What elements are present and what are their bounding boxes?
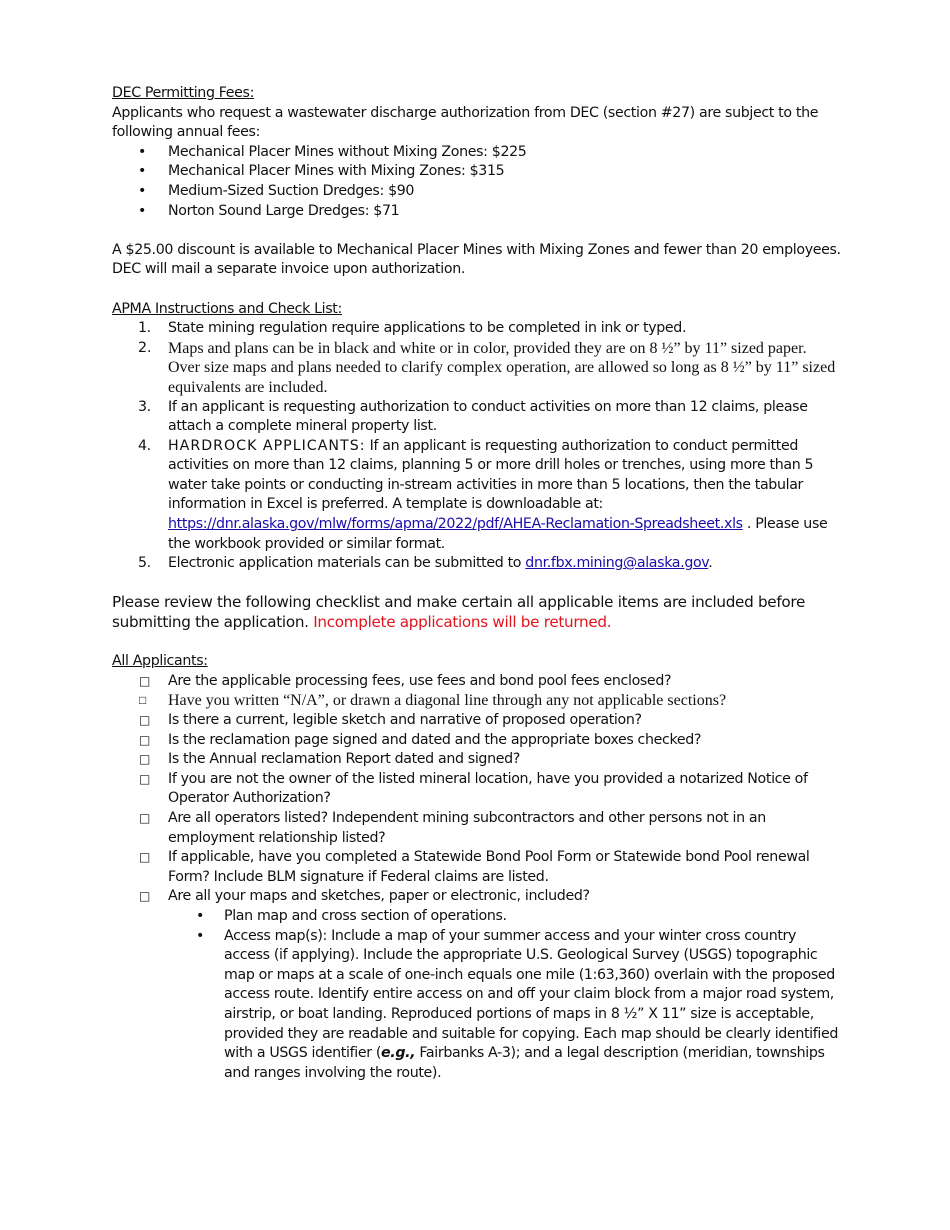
fee-item: • Norton Sound Large Dredges: $71 bbox=[112, 202, 842, 222]
fee-item: • Mechanical Placer Mines with Mixing Zones: $315 bbox=[112, 162, 842, 182]
fee-item: • Medium-Sized Suction Dredges: $90 bbox=[112, 182, 842, 202]
checklist-item: □ Have you written “N/A”, or drawn a diagonal line through any not applicable sections? bbox=[139, 692, 727, 710]
bullet-icon: • bbox=[196, 927, 205, 944]
checklist-item: □ Is there a current, legible sketch and narrative of proposed operation? bbox=[112, 711, 842, 731]
dec-fees-heading: DEC Permitting Fees: bbox=[112, 85, 255, 101]
bullet-icon: • bbox=[196, 907, 205, 924]
checklist-item: □ Are all your maps and sketches, paper or electronic, included? bbox=[112, 887, 842, 907]
checkbox-icon: □ bbox=[139, 673, 150, 688]
checklist-item: □ Is the Annual reclamation Report dated and signed? bbox=[112, 750, 842, 770]
checklist-item: □ Is the reclamation page signed and dated and the appropriate boxes checked? bbox=[112, 731, 842, 751]
spreadsheet-template-link[interactable]: https://dnr.alaska.gov/mlw/forms/apma/2022/pdf/AHEA-Reclamation-Spreadsheet.xls bbox=[168, 516, 743, 533]
checklist bbox=[112, 672, 842, 907]
bullet-icon: • bbox=[138, 202, 147, 219]
checkbox-icon: □ bbox=[139, 850, 150, 865]
apma-item-2: 2. Maps and plans can be in black and white or in color, provided they are on 8 ½” by 11” sized paper. Over size maps and plans needed to clarify complex operation, are allowed so long as 8 ½” by 11” sized equivalents are included. bbox=[138, 339, 836, 396]
maps-item-plan: • Plan map and cross section of operations. bbox=[112, 907, 842, 927]
dec-fee-list bbox=[112, 143, 842, 221]
dec-intro: Applicants who request a wastewater discharge authorization from DEC (section #27) are subject to the following annual fees: bbox=[112, 104, 819, 141]
dec-discount: A $25.00 discount is available to Mechanical Placer Mines with Mixing Zones and fewer than 20 employees. DEC will mail a separate invoice upon authorization. bbox=[112, 241, 841, 278]
all-applicants-heading: All Applicants: bbox=[112, 653, 208, 670]
checkbox-icon: □ bbox=[139, 889, 150, 904]
checklist-item: □ If you are not the owner of the listed mineral location, have you provided a notarized Notice of Operator Authorization? bbox=[139, 770, 808, 807]
checkbox-icon: □ bbox=[139, 732, 150, 747]
checklist-item: □ Are the applicable processing fees, use fees and bond pool fees enclosed? bbox=[112, 672, 842, 692]
incomplete-warning: Incomplete applications will be returned. bbox=[313, 613, 612, 632]
document-page bbox=[112, 84, 842, 1083]
bullet-icon: • bbox=[138, 182, 147, 199]
checkbox-icon: □ bbox=[139, 771, 150, 786]
apma-item-4: 4. HARDROCK APPLICANTS: If an applicant is requesting authorization to conduct permitted activities on more than 12 claims, planning 5 or more drill holes or trenches, using more than 5 water take points or conducting in-stream activities in more than 5 locations, then the tabular information in Excel is preferred. A template is downloadable at: https://dnr.alaska.gov/mlw/forms/apma/2022/pdf/AHEA-Reclamation-Spreadsheet.xls . Please use the workbook provided or similar format. bbox=[138, 437, 828, 552]
bullet-icon: • bbox=[138, 163, 147, 180]
maps-sublist bbox=[112, 907, 842, 1083]
email-link[interactable]: dnr.fbx.mining@alaska.gov bbox=[525, 555, 709, 572]
apma-item-3: 3. If an applicant is requesting authorization to conduct activities on more than 12 claims, please attach a complete mineral property list. bbox=[138, 398, 808, 435]
maps-item-access: • Access map(s): Include a map of your summer access and your winter cross country access (if applying). Include the appropriate U.S. Geological Survey (USGS) topographic map or maps at a scale of one-inch equals one mile (1:63,360) overlain with the proposed access route. Identify entire access on and off your claim block from a major road system, airstrip, or boat landing. Reproduced portions of maps in 8 ½” X 11” size is acceptable, provided they are readable and suitable for copying. Each map should be clearly identified with a USGS identifier (e.g., Fairbanks A-3); and a legal description (meridian, townships and ranges involving the route). bbox=[196, 927, 839, 1081]
checkbox-icon: □ bbox=[139, 713, 150, 727]
apma-heading: APMA Instructions and Check List: bbox=[112, 300, 342, 317]
checkbox-icon: □ bbox=[139, 752, 150, 767]
review-paragraph: Please review the following checklist and make certain all applicable items are included before submitting the application. Incomplete applications will be returned. bbox=[112, 593, 806, 632]
checklist-item: □ Are all operators listed? Independent mining subcontractors and other persons not in an employment relationship listed? bbox=[139, 809, 766, 846]
apma-list bbox=[112, 319, 842, 574]
checkbox-icon: □ bbox=[139, 810, 150, 825]
bullet-icon: • bbox=[138, 143, 147, 160]
checkbox-icon: □ bbox=[139, 693, 147, 708]
apma-item-5: 5. Electronic application materials can be submitted to dnr.fbx.mining@alaska.gov. bbox=[138, 555, 713, 572]
checklist-item: □ If applicable, have you completed a Statewide Bond Pool Form or Statewide bond Pool renewal Form? Include BLM signature if Federal claims are listed. bbox=[139, 849, 810, 885]
apma-item-1: 1. State mining regulation require applications to be completed in ink or typed. bbox=[138, 320, 687, 337]
fee-item: • Mechanical Placer Mines without Mixing Zones: $225 bbox=[112, 143, 842, 163]
